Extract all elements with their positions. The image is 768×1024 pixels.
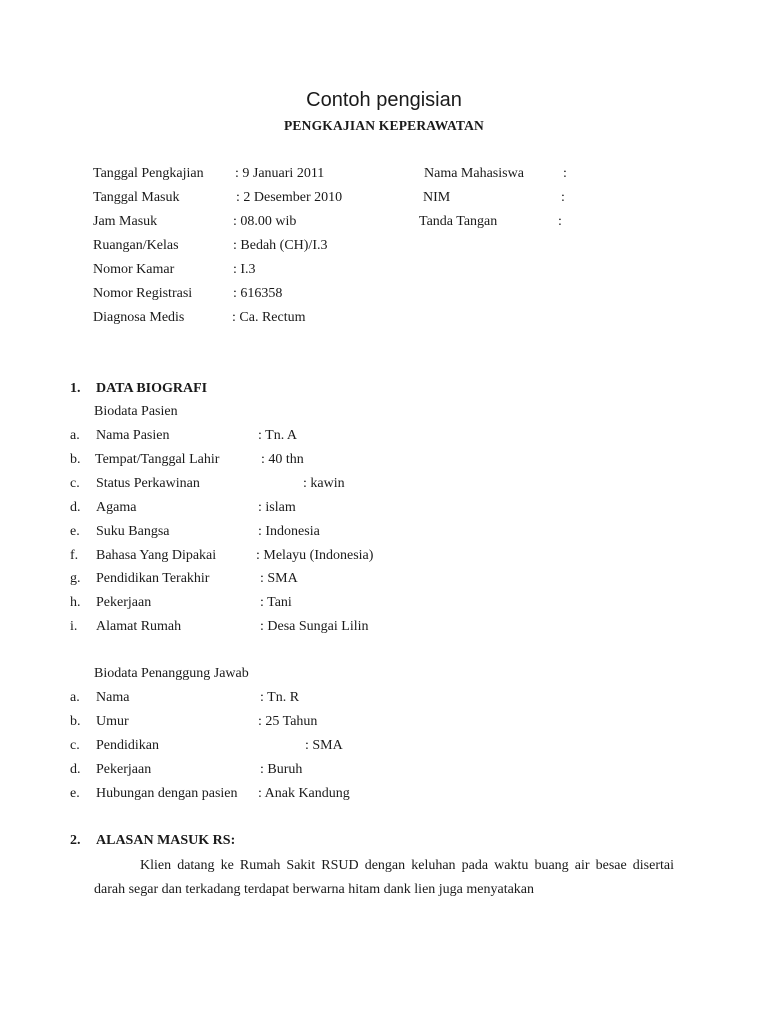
list-value: : 40 thn <box>261 452 304 467</box>
header-value: : Ca. Rectum <box>232 310 306 325</box>
header-value: : <box>561 190 565 205</box>
header-value: : <box>563 166 567 181</box>
list-label: Tempat/Tanggal Lahir <box>95 452 220 467</box>
list-value: : Tn. R <box>260 690 300 705</box>
section-number: 1. <box>70 381 81 396</box>
header-value: : Bedah (CH)/I.3 <box>233 238 328 253</box>
list-label: Pendidikan Terakhir <box>96 571 210 586</box>
list-value: : Desa Sungai Lilin <box>260 619 369 634</box>
list-letter: c. <box>70 476 80 491</box>
list-letter: b. <box>70 452 81 467</box>
section-number: 2. <box>70 833 81 848</box>
header-label: NIM <box>423 190 451 205</box>
list-value: : Buruh <box>260 762 303 777</box>
list-label: Alamat Rumah <box>96 619 182 634</box>
list-letter: b. <box>70 714 81 729</box>
list-label: Pekerjaan <box>96 595 152 610</box>
paragraph-text: Klien datang ke Rumah Sakit RSUD dengan keluhan pada waktu buang air besae disertai darah segar dan terkadang terdapat berwarna hitam dank lien juga menyatakan <box>94 858 674 897</box>
list-value: : kawin <box>303 476 345 491</box>
list-letter: e. <box>70 524 80 539</box>
header-label: Jam Masuk <box>93 214 158 229</box>
list-label: Pekerjaan <box>96 762 152 777</box>
header-value: : I.3 <box>233 262 256 277</box>
list-letter: h. <box>70 595 81 610</box>
header-value: : 9 Januari 2011 <box>235 166 325 181</box>
list-letter: f. <box>70 548 79 563</box>
header-label: Tanda Tangan <box>419 214 498 229</box>
header-label: Nama Mahasiswa <box>424 166 524 181</box>
list-letter: i. <box>70 619 78 634</box>
header-value: : 616358 <box>233 286 283 301</box>
header-label: Nomor Kamar <box>93 262 175 277</box>
header-label: Tanggal Pengkajian <box>93 166 204 181</box>
list-value: : islam <box>258 500 296 515</box>
section-heading: ALASAN MASUK RS: <box>96 833 236 848</box>
list-label: Agama <box>96 500 137 515</box>
list-letter: a. <box>70 428 80 443</box>
section-paragraph <box>94 854 674 902</box>
list-value: : Melayu (Indonesia) <box>256 548 374 563</box>
list-value: : Tani <box>260 595 292 610</box>
list-value: : SMA <box>305 738 343 753</box>
header-value: : 08.00 wib <box>233 214 297 229</box>
list-value: : 25 Tahun <box>258 714 318 729</box>
list-letter: e. <box>70 786 80 801</box>
list-letter: d. <box>70 500 81 515</box>
header-label: Nomor Registrasi <box>93 286 193 301</box>
header-label: Tanggal Masuk <box>93 190 180 205</box>
list-value: : Anak Kandung <box>258 786 350 801</box>
header-label: Diagnosa Medis <box>93 310 185 325</box>
section-heading: DATA BIOGRAFI <box>96 381 208 396</box>
list-label: Suku Bangsa <box>96 524 170 539</box>
document-title: Contoh pengisian <box>306 89 462 111</box>
header-label: Ruangan/Kelas <box>93 238 179 253</box>
list-letter: a. <box>70 690 80 705</box>
header-value: : 2 Desember 2010 <box>236 190 343 205</box>
list-label: Bahasa Yang Dipakai <box>96 548 217 563</box>
list-label: Status Perkawinan <box>96 476 200 491</box>
list-label: Pendidikan <box>96 738 159 753</box>
document-subtitle: PENGKAJIAN KEPERAWATAN <box>283 118 485 133</box>
list-value: : Indonesia <box>258 524 320 539</box>
subsection-heading: Biodata Penanggung Jawab <box>94 666 249 681</box>
list-value: : Tn. A <box>258 428 298 443</box>
list-label: Hubungan dengan pasien <box>96 786 238 801</box>
header-value: : <box>558 214 562 229</box>
list-value: : SMA <box>260 571 298 586</box>
list-letter: c. <box>70 738 80 753</box>
subsection-heading: Biodata Pasien <box>94 404 178 419</box>
list-letter: g. <box>70 571 81 586</box>
list-label: Nama Pasien <box>96 428 170 443</box>
list-label: Nama <box>96 690 130 705</box>
list-label: Umur <box>96 714 129 729</box>
list-letter: d. <box>70 762 81 777</box>
